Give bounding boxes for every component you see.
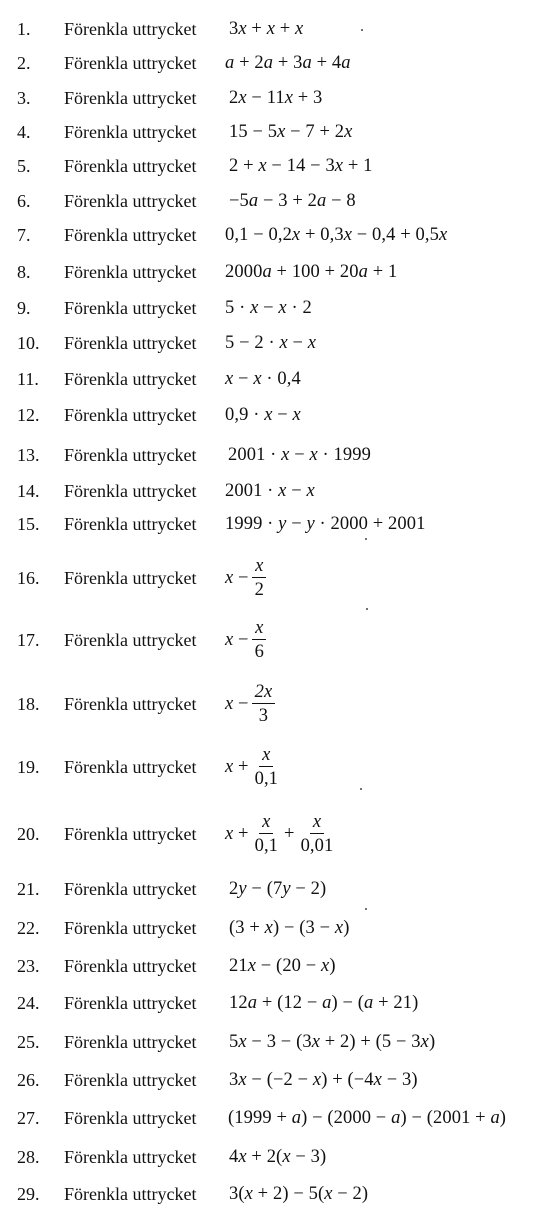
exercise-instruction: Förenkla uttrycket (64, 879, 197, 899)
exercise-instruction: Förenkla uttrycket (64, 1108, 197, 1128)
exercise-row (0, 403, 533, 427)
exercise-row (0, 1145, 533, 1169)
exercise-instruction: Förenkla uttrycket (64, 993, 197, 1013)
exercise-number: 7. (17, 225, 31, 245)
math-expression (225, 746, 282, 789)
exercise-row (0, 809, 533, 859)
exercise-number: 23. (17, 956, 40, 976)
exercise-row (0, 443, 533, 467)
scan-speck (365, 908, 367, 910)
exercise-row (0, 1030, 533, 1054)
exercise-instruction: Förenkla uttrycket (64, 156, 197, 176)
expression-lead: x + (225, 823, 249, 844)
math-expression: −5a − 3 + 2a − 8 (229, 190, 356, 211)
expression-lead: x − (225, 693, 249, 714)
exercise-instruction: Förenkla uttrycket (64, 694, 197, 714)
exercise-number: 6. (17, 191, 31, 211)
exercise-row (0, 742, 533, 792)
math-expression: (3 + x) − (3 − x) (229, 917, 350, 938)
exercise-number: 27. (17, 1108, 40, 1128)
math-expression: 3x − (−2 − x) + (−4x − 3) (229, 1069, 418, 1090)
fraction (252, 557, 267, 600)
math-expression: 4x + 2(x − 3) (229, 1146, 327, 1167)
math-expression: 5x − 3 − (3x + 2) + (5 − 3x) (229, 1031, 436, 1052)
math-expression (225, 619, 268, 662)
exercise-instruction: Förenkla uttrycket (64, 53, 197, 73)
exercise-row (0, 367, 533, 391)
exercise-instruction: Förenkla uttrycket (64, 1032, 197, 1052)
exercise-row (0, 331, 533, 355)
fraction-denominator: 2 (254, 580, 264, 600)
exercise-instruction: Förenkla uttrycket (64, 481, 197, 501)
math-expression: 5 − 2 · x − x (225, 332, 317, 353)
exercise-instruction: Förenkla uttrycket (64, 1184, 197, 1204)
scan-speck (361, 29, 363, 31)
exercise-instruction: Förenkla uttrycket (64, 757, 197, 777)
exercise-number: 22. (17, 918, 40, 938)
exercise-number: 12. (17, 405, 40, 425)
fraction-numerator: x (259, 746, 273, 768)
exercise-instruction: Förenkla uttrycket (64, 824, 197, 844)
scan-speck (366, 608, 368, 610)
exercise-number: 24. (17, 993, 40, 1013)
exercise-instruction: Förenkla uttrycket (64, 225, 197, 245)
exercise-number: 16. (17, 568, 40, 588)
exercise-number: 11. (17, 369, 39, 389)
math-expression: 3x + x + x (229, 18, 304, 39)
exercise-row (0, 916, 533, 940)
exercise-number: 9. (17, 298, 31, 318)
exercise-number: 21. (17, 879, 40, 899)
fraction-denominator: 0,1 (254, 769, 279, 789)
math-expression: 0,1 − 0,2x + 0,3x − 0,4 + 0,5x (225, 224, 448, 245)
expression-lead: x + (225, 756, 249, 777)
exercise-number: 1. (17, 19, 31, 39)
math-expression: 2x − 11x + 3 (229, 87, 323, 108)
exercise-instruction: Förenkla uttrycket (64, 298, 197, 318)
exercise-instruction: Förenkla uttrycket (64, 262, 197, 282)
exercise-row (0, 120, 533, 144)
math-expression (225, 557, 268, 600)
exercise-instruction: Förenkla uttrycket (64, 19, 197, 39)
exercise-row (0, 1106, 533, 1130)
exercise-instruction: Förenkla uttrycket (64, 405, 197, 425)
exercise-row (0, 189, 533, 213)
exercise-number: 2. (17, 53, 31, 73)
math-expression (225, 813, 337, 856)
exercise-number: 5. (17, 156, 31, 176)
math-expression: x − x · 0,4 (225, 368, 301, 389)
math-expression: 2001 · x − x (225, 480, 315, 501)
exercise-instruction: Förenkla uttrycket (64, 1070, 197, 1090)
exercise-row (0, 260, 533, 284)
scan-speck (365, 538, 367, 540)
exercise-instruction: Förenkla uttrycket (64, 918, 197, 938)
exercise-instruction: Förenkla uttrycket (64, 191, 197, 211)
fraction (252, 619, 267, 662)
exercise-number: 14. (17, 481, 40, 501)
exercise-number: 10. (17, 333, 40, 353)
fraction-denominator: 0,01 (300, 836, 334, 856)
math-expression: a + 2a + 3a + 4a (225, 52, 351, 73)
math-expression: 5 · x − x · 2 (225, 297, 312, 318)
exercise-row (0, 17, 533, 41)
exercise-instruction: Förenkla uttrycket (64, 514, 197, 534)
fraction-numerator: 2x (252, 683, 276, 705)
exercise-number: 8. (17, 262, 31, 282)
exercise-instruction: Förenkla uttrycket (64, 1147, 197, 1167)
math-expression: 2001 · x − x · 1999 (228, 444, 371, 465)
exercise-instruction: Förenkla uttrycket (64, 122, 197, 142)
exercise-row (0, 51, 533, 75)
exercise-instruction: Förenkla uttrycket (64, 568, 197, 588)
exercise-number: 26. (17, 1070, 40, 1090)
exercise-row (0, 479, 533, 503)
exercise-number: 19. (17, 757, 40, 777)
exercise-number: 17. (17, 630, 40, 650)
fraction-denominator: 0,1 (254, 836, 279, 856)
exercise-row (0, 86, 533, 110)
exercise-number: 4. (17, 122, 31, 142)
exercise-number: 18. (17, 694, 40, 714)
exercise-number: 15. (17, 514, 40, 534)
math-expression: 2000a + 100 + 20a + 1 (225, 261, 398, 282)
math-expression: 21x − (20 − x) (229, 955, 336, 976)
math-expression: 3(x + 2) − 5(x − 2) (229, 1183, 369, 1204)
exercise-row (0, 991, 533, 1015)
expression-operator: + (284, 823, 295, 844)
expression-lead: x − (225, 629, 249, 650)
fraction-denominator: 3 (258, 706, 269, 726)
math-expression: 0,9 · x − x (225, 404, 301, 425)
exercise-row (0, 296, 533, 320)
math-expression: (1999 + a) − (2000 − a) − (2001 + a) (228, 1107, 507, 1128)
exercise-row (0, 679, 533, 729)
exercise-row (0, 1182, 533, 1206)
exercise-row (0, 954, 533, 978)
fraction (298, 813, 337, 856)
exercise-row (0, 615, 533, 665)
exercise-row (0, 553, 533, 603)
exercise-instruction: Förenkla uttrycket (64, 88, 197, 108)
exercise-instruction: Förenkla uttrycket (64, 630, 197, 650)
exercise-number: 20. (17, 824, 40, 844)
exercise-instruction: Förenkla uttrycket (64, 445, 197, 465)
exercise-number: 25. (17, 1032, 40, 1052)
math-expression: 2 + x − 14 − 3x + 1 (229, 155, 373, 176)
fraction (252, 683, 276, 726)
exercise-row (0, 223, 533, 247)
fraction-numerator: x (259, 813, 273, 835)
math-expression (225, 683, 276, 726)
math-expression: 12a + (12 − a) − (a + 21) (229, 992, 419, 1013)
exercise-number: 13. (17, 445, 40, 465)
expression-lead: x − (225, 567, 249, 588)
exercise-number: 29. (17, 1184, 40, 1204)
fraction-denominator: 6 (254, 642, 264, 662)
fraction-numerator: x (310, 813, 324, 835)
math-expression: 15 − 5x − 7 + 2x (229, 121, 353, 142)
math-expression: 1999 · y − y · 2000 + 2001 (225, 513, 426, 534)
exercise-number: 3. (17, 88, 31, 108)
fraction (252, 746, 281, 789)
fraction (252, 813, 281, 856)
exercise-row (0, 512, 533, 536)
exercise-instruction: Förenkla uttrycket (64, 333, 197, 353)
exercise-row (0, 1068, 533, 1092)
fraction-numerator: x (252, 557, 266, 579)
exercise-number: 28. (17, 1147, 40, 1167)
scan-speck (360, 788, 362, 790)
exercise-instruction: Förenkla uttrycket (64, 369, 197, 389)
math-expression: 2y − (7y − 2) (229, 878, 327, 899)
exercise-row (0, 154, 533, 178)
fraction-numerator: x (252, 619, 266, 641)
exercise-row (0, 877, 533, 901)
exercise-instruction: Förenkla uttrycket (64, 956, 197, 976)
